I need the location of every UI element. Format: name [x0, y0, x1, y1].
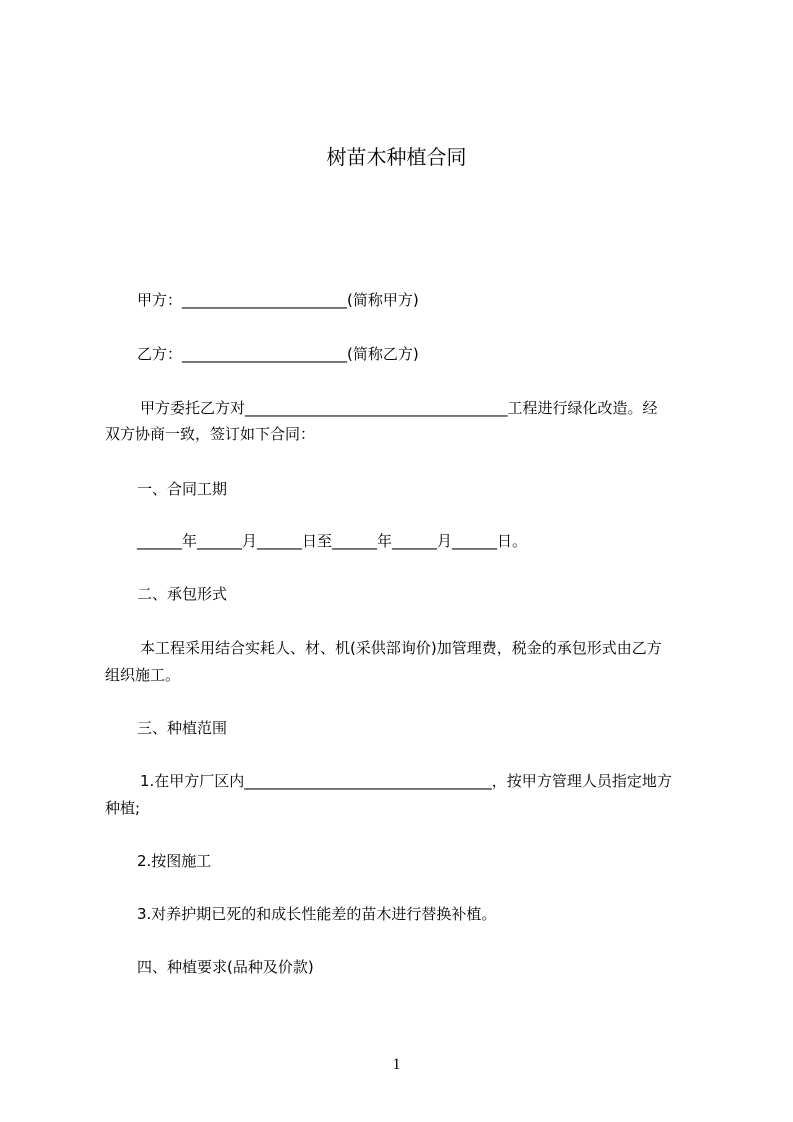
section-4-heading: 四、种植要求(品种及价款) — [137, 958, 314, 976]
section-3-item-3: 3.对养护期已死的和成长性能差的苗木进行替换补植。 — [137, 905, 497, 923]
intro-line-1: 甲方委托乙方对___________________________________工程进行绿化改造。经 — [140, 399, 658, 417]
party-b-line: 乙方：______________________(简称乙方) — [137, 345, 419, 363]
section-1-period: ______年______月______日至______年______月______日。 — [137, 532, 528, 550]
page-number: 1 — [392, 1056, 401, 1073]
section-3-heading: 三、种植范围 — [137, 719, 228, 737]
section-3-item-1-line-1: 1.在甲方厂区内_________________________________，按甲方管理人员指定地方 — [140, 772, 672, 790]
intro-line-2: 双方协商一致，签订如下合同： — [105, 425, 316, 443]
section-2-line-2: 组织施工。 — [105, 666, 181, 684]
section-3-item-2: 2.按图施工 — [137, 852, 212, 870]
party-a-line: 甲方：______________________(简称甲方) — [137, 291, 419, 309]
section-3-item-1-line-2: 种植; — [105, 799, 141, 817]
section-2-heading: 二、承包形式 — [137, 585, 228, 603]
document-title: 树苗木种植合同 — [326, 145, 467, 169]
section-1-heading: 一、合同工期 — [137, 480, 228, 498]
section-2-line-1: 本工程采用结合实耗人、材、机(采供部询价)加管理费，税金的承包形式由乙方 — [140, 639, 662, 657]
